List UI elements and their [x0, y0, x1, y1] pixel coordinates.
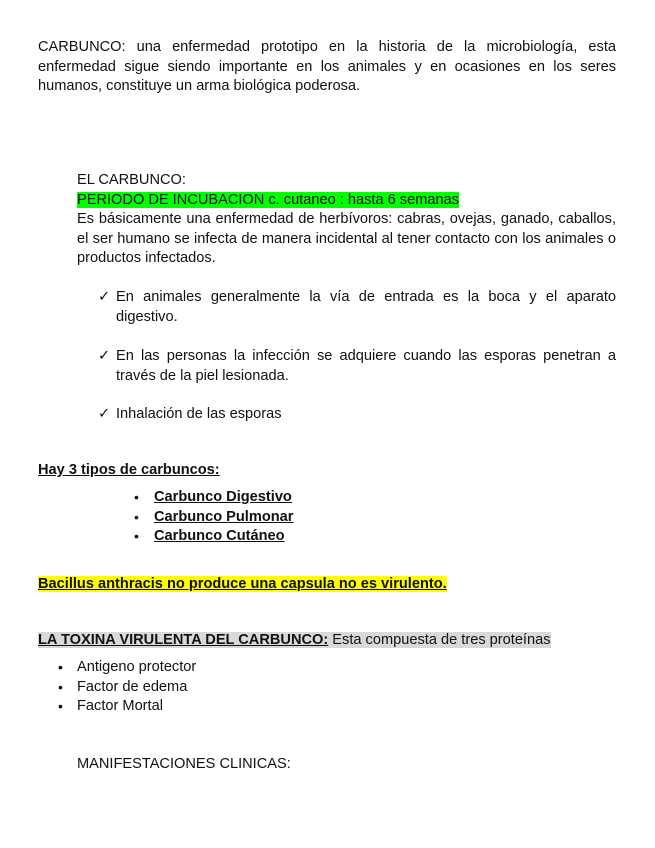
check-item-text: Inhalación de las esporas [116, 406, 282, 422]
protein-label: Factor Mortal [77, 698, 163, 714]
herbivore-paragraph: Es básicamente una enfermedad de herbívoros: cabras, ovejas, ganado, caballos, el ser humano se infecta de manera incidental al tener contacto con los animales o productos infectados. [77, 211, 616, 266]
toxin-highlight [38, 632, 551, 648]
check-item-text: En animales generalmente la vía de entrada es la boca y el aparato digestivo. [116, 289, 616, 325]
bullet-icon: • [134, 489, 139, 505]
list-item [58, 697, 196, 717]
list-item [58, 678, 196, 698]
list-item [134, 527, 293, 547]
check-icon: ✓ [98, 289, 111, 305]
types-list [134, 488, 294, 547]
type-label: Carbunco Digestivo [154, 489, 292, 505]
manifestations-heading: MANIFESTACIONES CLINICAS: [77, 756, 291, 772]
bullet-icon: • [58, 698, 63, 714]
toxin-heading: LA TOXINA VIRULENTA DEL CARBUNCO: [38, 632, 329, 648]
check-item-text: En las personas la infección se adquiere cuando las esporas penetran a través de la piel lesionada. [116, 348, 616, 384]
bullet-icon: • [58, 659, 63, 675]
bullet-icon: • [58, 678, 63, 695]
incubation-line [77, 191, 459, 211]
type-label: Carbunco Pulmonar [154, 508, 294, 525]
list-item [134, 488, 293, 508]
toxin-description: Esta compuesta de tres proteínas [328, 632, 551, 648]
protein-label: Factor de edema [77, 678, 188, 695]
bullet-icon: • [134, 508, 139, 525]
check-item [98, 405, 616, 425]
protein-label: Antigeno protector [77, 659, 197, 675]
bacillus-highlight: Bacillus anthracis no produce una capsula no es virulento. [38, 576, 447, 592]
check-item [98, 288, 616, 327]
check-icon: ✓ [98, 348, 111, 364]
types-heading: Hay 3 tipos de carbuncos: [38, 462, 220, 478]
intro-paragraph: CARBUNCO: una enfermedad prototipo en la historia de la microbiología, esta enfermedad sigue siendo importante en los animales y en ocasiones en los seres humanos, constituye un arma biológica poderosa. [38, 39, 616, 94]
bullet-icon: • [134, 528, 139, 544]
list-item [58, 658, 197, 678]
check-item [98, 347, 616, 386]
type-label: Carbunco Cutáneo [154, 528, 285, 544]
list-item [134, 508, 294, 528]
check-icon: ✓ [98, 406, 111, 422]
section-title-carbunco: EL CARBUNCO: [77, 172, 186, 188]
toxin-line [38, 631, 551, 651]
bacillus-line [38, 575, 447, 595]
incubation-highlight: PERIODO DE INCUBACION c. cutaneo : hasta 6 semanas [77, 192, 460, 208]
toxin-list [58, 658, 197, 717]
